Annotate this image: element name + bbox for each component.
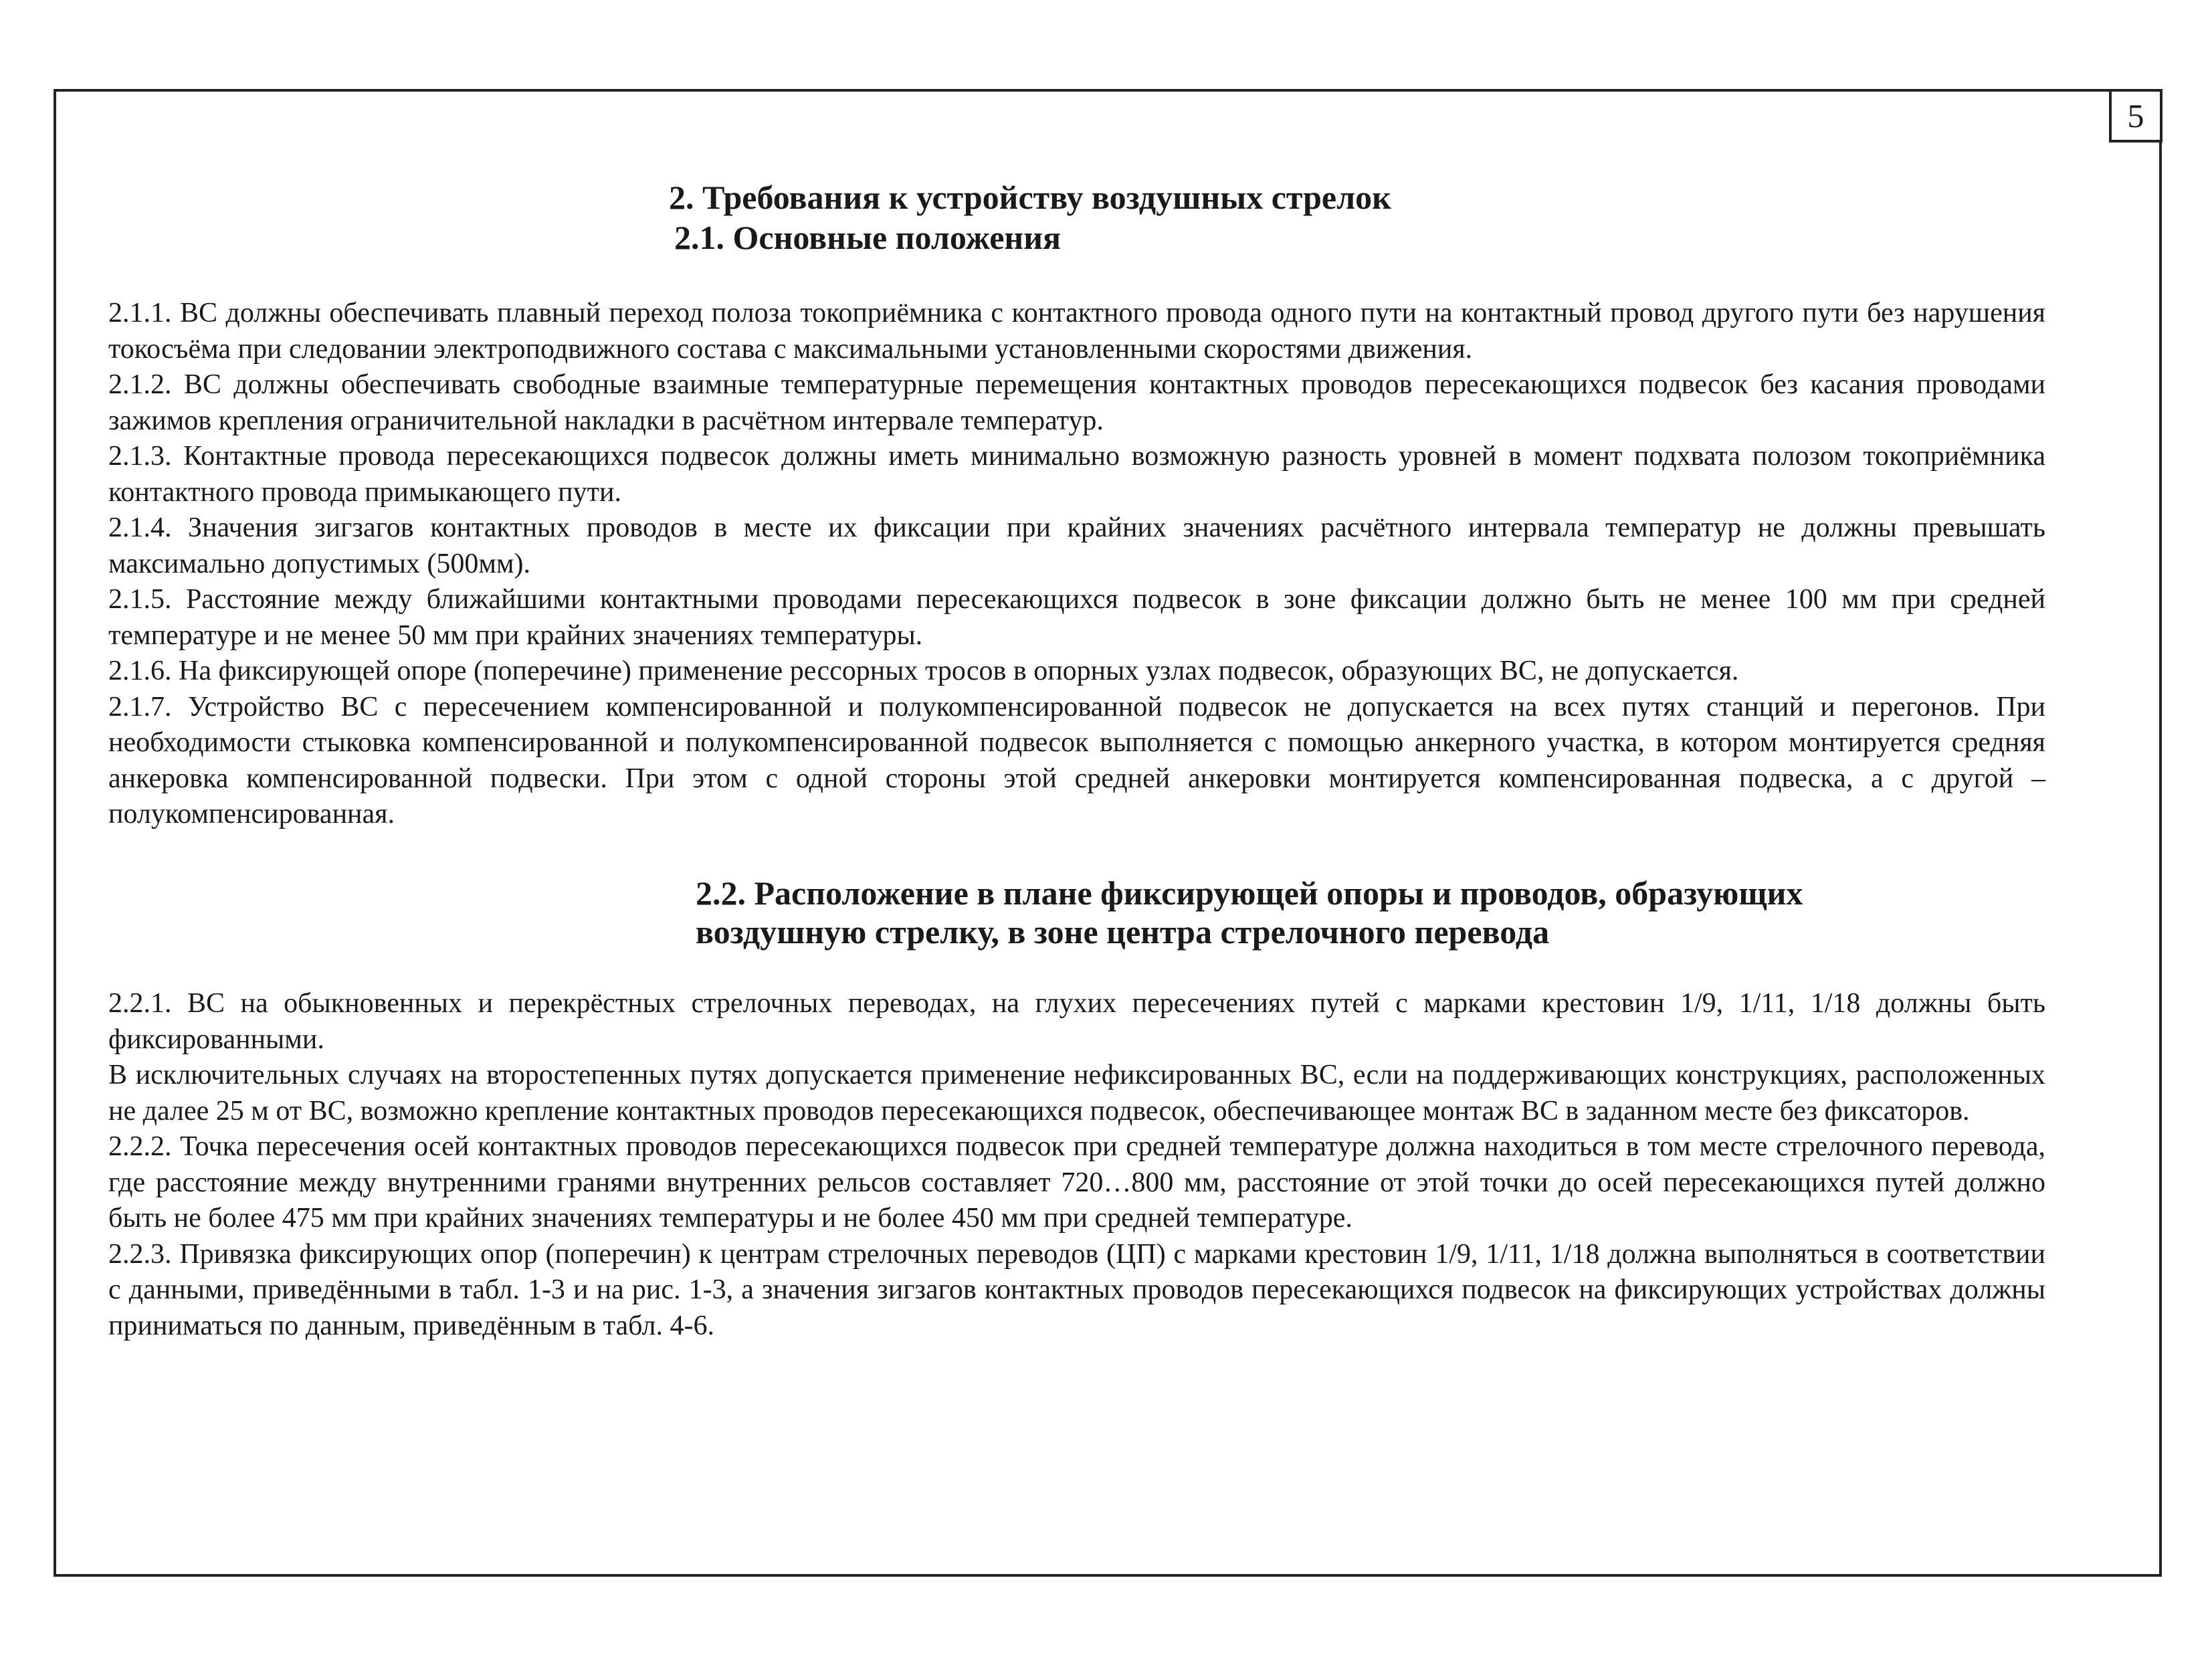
paragraph-2-1-5: 2.1.5. Расстояние между ближайшими контактными проводами пересекающихся подвесок в зоне фиксации должно быть не менее 100 мм при средней температуре и не менее 50 мм при крайних значениях температуры. <box>108 584 2045 651</box>
paragraph-2-1-2: 2.1.2. ВС должны обеспечивать свободные взаимные температурные перемещения контактных проводов пересекающихся подвесок без касания проводами зажимов крепления ограничительной накладки в расчётном интервале температур. <box>108 369 2045 436</box>
paragraph-2-1-4: 2.1.4. Значения зигзагов контактных проводов в месте их фиксации при крайних значениях расчётного интервала температур не должны превышать максимально допустимых (500мм). <box>108 512 2045 579</box>
paragraph-2-1-6: 2.1.6. На фиксирующей опоре (поперечине) применение рессорных тросов в опорных узлах подвесок, образующих ВС, не допускается. <box>108 656 1739 686</box>
subsection-2-title <box>696 874 1803 951</box>
page-number: 5 <box>2109 89 2163 142</box>
paragraph-2-2-1: 2.2.1. ВС на обыкновенных и перекрёстных стрелочных переводах, на глухих пересечениях путей с марками крестовин 1/9, 1/11, 1/18 должны быть фиксированными. <box>108 988 2045 1055</box>
subsection-2-body <box>108 986 2045 1344</box>
paragraph-2-2-2: 2.2.2. Точка пересечения осей контактных проводов пересекающихся подвесок при средней температуре должна находиться в том месте стрелочного перевода, где расстояние между внутренними гранями внутренних рельсов составляет 720…800 мм, расстояние от этой точки до осей пересекающихся путей должно быть не более 475 мм при крайних значениях температуры и не более 450 мм при средней температуре. <box>108 1131 2045 1234</box>
paragraph-2-1-3: 2.1.3. Контактные провода пересекающихся подвесок должны иметь минимально возможную разность уровней в момент подхвата полозом токоприёмника контактного провода примыкающего пути. <box>108 441 2045 508</box>
subsection-2-title-line-1: 2.2. Расположение в плане фиксирующей опоры и проводов, образующих <box>696 874 1803 912</box>
paragraph-2-1-1: 2.1.1. ВС должны обеспечивать плавный переход полоза токоприёмника с контактного провода одного пути на контактный провод другого пути без нарушения токосъёма при следовании электроподвижного состава с максимальными установленными скоростями движения. <box>108 298 2045 365</box>
subsection-1-title: 2.1. Основные положения <box>674 219 1062 256</box>
paragraph-2-1-7: 2.1.7. Устройство ВС с пересечением компенсированной и полукомпенсированной подвесок не допускается на всех путях станций и перегонов. При необходимости стыковка компенсированной и полукомпенсированной подвесок выполняется с помощью анкерного участка, в котором монтируется средняя анкеровка компенсированной подвески. При этом с одной стороны этой средней анкеровки монтируется компенсированная подвеска, а с другой – полукомпенсированная. <box>108 691 2045 830</box>
paragraph-2-2-3: 2.2.3. Привязка фиксирующих опор (поперечин) к центрам стрелочных переводов (ЦП) с марками крестовин 1/9, 1/11, 1/18 должна выполняться в соответствии с данными, приведёнными в табл. 1-3 и на рис. 1-3, а значения зигзагов контактных проводов пересекающихся подвесок на фиксирующих устройствах должны приниматься по данным, приведённым в табл. 4-6. <box>108 1238 2045 1341</box>
section-title: 2. Требования к устройству воздушных стрелок <box>669 179 1391 216</box>
subsection-1-body <box>108 296 2045 833</box>
paragraph-2-2-1-exception: В исключительных случаях на второстепенных путях допускается применение нефиксированных ВС, если на поддерживающих конструкциях, расположенных не далее 25 м от ВС, возможно крепление контактных проводов пересекающихся подвесок, обеспечивающее монтаж ВС в заданном месте без фиксаторов. <box>108 1060 2045 1127</box>
subsection-2-title-line-2: воздушную стрелку, в зоне центра стрелочного перевода <box>696 913 1550 951</box>
